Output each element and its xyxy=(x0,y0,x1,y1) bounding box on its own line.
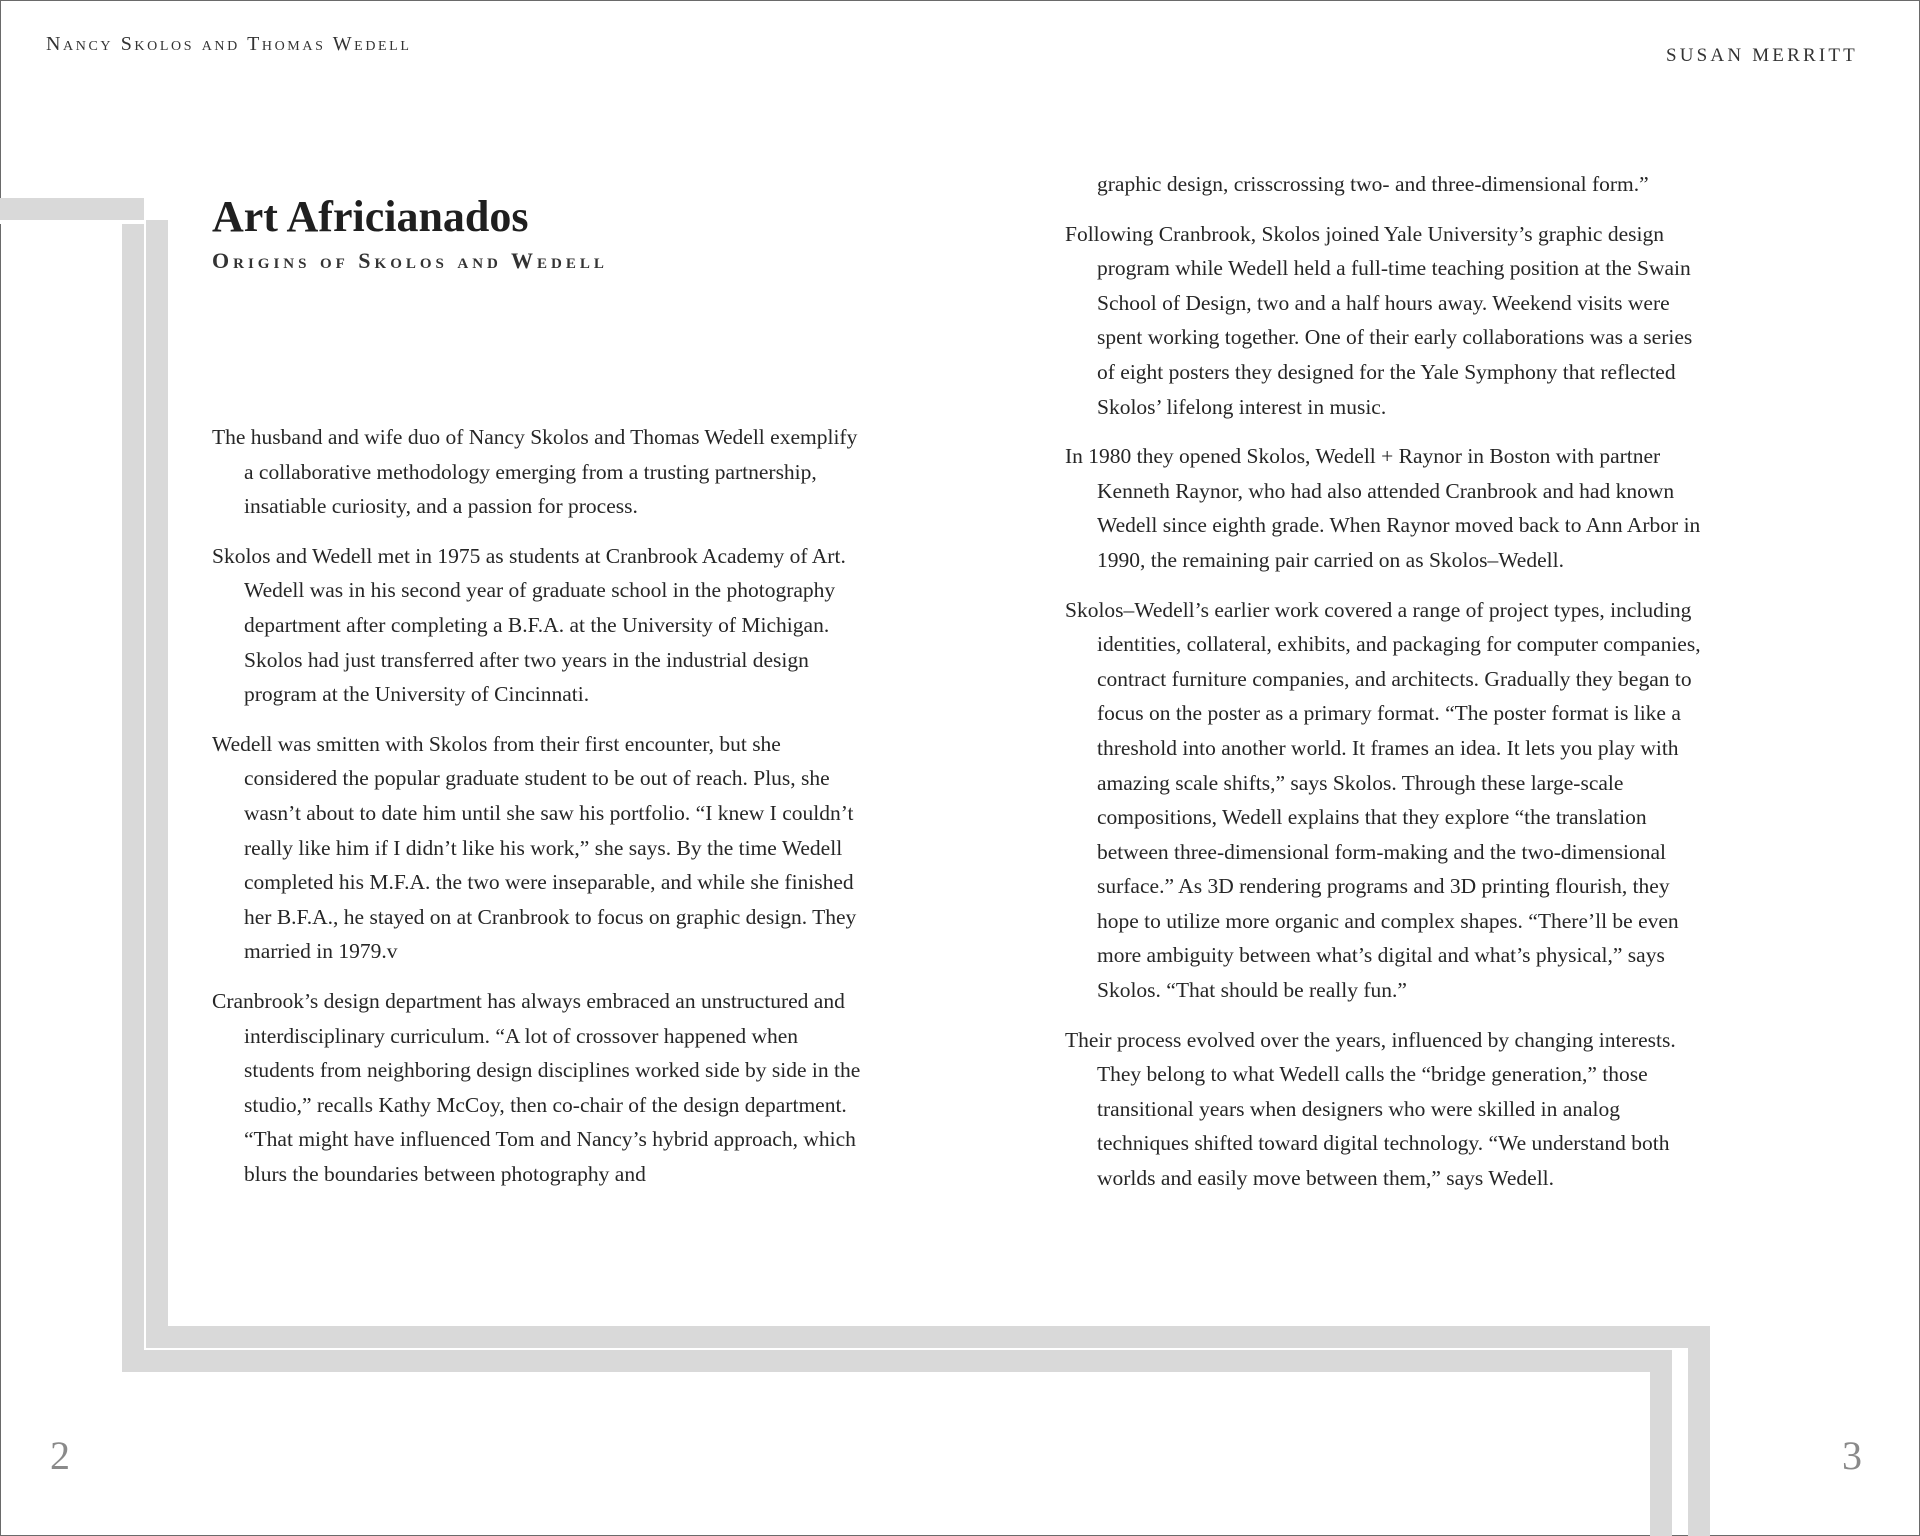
frame-outer-right xyxy=(1650,1350,1672,1536)
paragraph: Following Cranbrook, Skolos joined Yale University’s graphic design program while Wedell held a full-time teaching position at the Swain School of Design, two and a half hours away. Weekend visits were spent working together. One of their early collaborations was a series of eight posters they designed for the Yale Symphony that reflected Skolos’ lifelong interest in music. xyxy=(1065,221,1693,419)
paragraph-continuation: graphic design, crisscrossing two- and three-dimensional form.” xyxy=(1097,172,1649,196)
paragraph: In 1980 they opened Skolos, Wedell + Raynor in Boston with partner Kenneth Raynor, who had also attended Cranbrook and had known Wedell since eighth grade. When Raynor moved back to Ann Arbor in 1990, the remaining pair carried on as Skolos–Wedell. xyxy=(1065,444,1701,572)
frame-outer-top xyxy=(0,198,122,220)
page-number-right: 3 xyxy=(1842,1433,1862,1478)
article-title: Art Africianados xyxy=(212,192,529,241)
running-head-writer: SUSAN MERRITT xyxy=(1665,45,1858,66)
paragraph: Cranbrook’s design department has always embraced an unstructured and interdisciplinary curriculum. “A lot of crossover happened when students from neighboring design disciplines worked side by side in the studio,” recalls Kathy McCoy, then co-chair of the design department. “That might have influenced Tom and Nancy’s hybrid approach, which blurs the boundaries between photography and xyxy=(212,988,861,1186)
article-subtitle: Origins of Skolos and Wedell xyxy=(212,248,608,273)
frame-outer-bottom xyxy=(122,1350,1672,1372)
paragraph: Their process evolved over the years, influenced by changing interests. They belong to what Wedell calls the “bridge generation,” those transitional years when designers who were skilled in analog techniques shifted toward digital technology. “We understand both worlds and easily move between them,” says Wedell. xyxy=(1065,1027,1676,1191)
left-column xyxy=(212,420,864,1206)
frame-inner-left xyxy=(146,220,168,1326)
page-number-left: 2 xyxy=(50,1433,70,1478)
right-column xyxy=(1065,167,1715,1211)
paragraph: Skolos–Wedell’s earlier work covered a range of project types, including identities, collateral, exhibits, and packaging for computer companies, contract furniture companies, and architects. Gradually they began to focus on the poster as a primary format. “The poster format is like a threshold into another world. It frames an idea. It lets you play with amazing scale shifts,” says Skolos. Through these large-scale compositions, Wedell explains that they explore “the translation between three-dimensional form-making and the two-dimensional surface.” As 3D rendering programs and 3D printing flourish, they hope to utilize more organic and complex shapes. “There’ll be even more ambiguity between what’s digital and what’s physical,” says Skolos. “That should be really fun.” xyxy=(1065,597,1701,1003)
frame-outer-left xyxy=(122,198,144,1372)
frame-inner-bottom xyxy=(146,1326,1710,1348)
paragraph: Wedell was smitten with Skolos from their first encounter, but she considered the popular graduate student to be out of reach. Plus, she wasn’t about to date him until she saw his portfolio. “I knew I couldn’t really like him if I didn’t like his work,” she says. By the time Wedell completed his M.F.A. the two were inseparable, and while she finished her B.F.A., he stayed on at Cranbrook to focus on graphic design. They married in 1979.v xyxy=(212,731,857,964)
frame-inner-right xyxy=(1688,1326,1710,1536)
paragraph: The husband and wife duo of Nancy Skolos and Thomas Wedell exemplify a collaborative methodology emerging from a trusting partnership, insatiable curiosity, and a passion for process. xyxy=(212,425,858,519)
paragraph: Skolos and Wedell met in 1975 as students at Cranbrook Academy of Art. Wedell was in his second year of graduate school in the photography department after completing a B.F.A. at the University of Michigan. Skolos had just transferred after two years in the industrial design program at the University of Cincinnati. xyxy=(212,543,846,707)
running-head-authors: Nancy Skolos and Thomas Wedell xyxy=(46,33,412,55)
frame-gap-top xyxy=(0,220,146,224)
